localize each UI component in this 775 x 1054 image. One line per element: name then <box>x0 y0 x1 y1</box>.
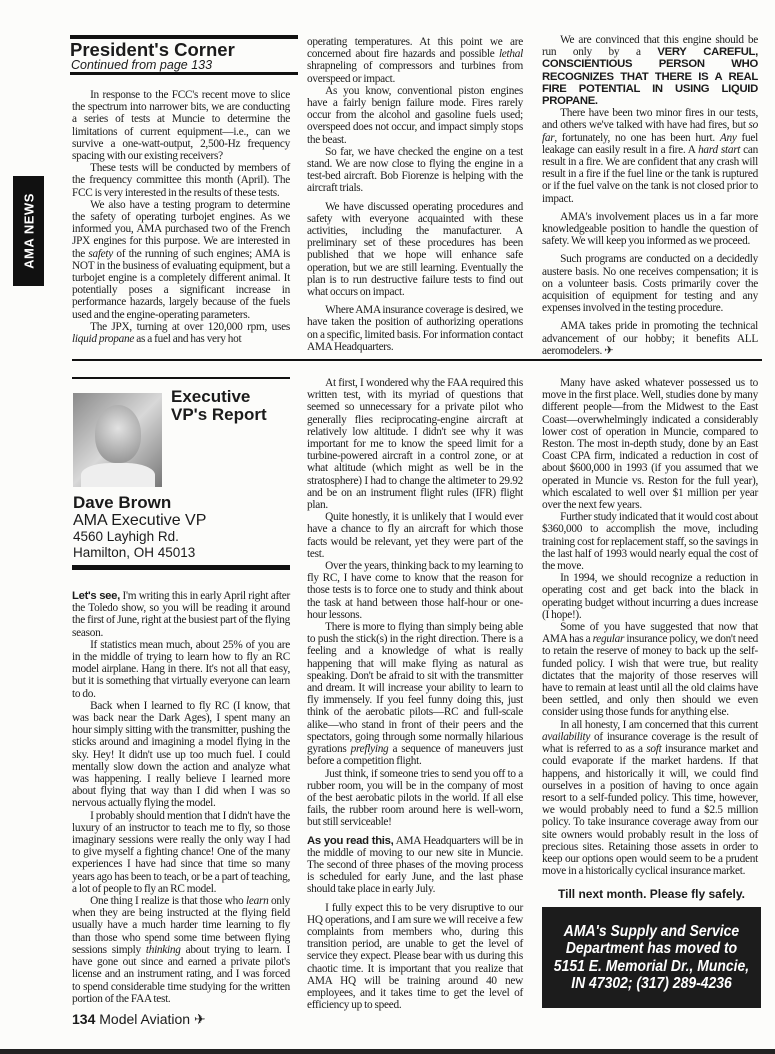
text-run: insurance market and could evaporate if the market hardens. If that happens, and historically it will, we could find ourselves in a position of having to once again resort to a self-funded policy. This time, however, we would probably need to fund a $2.5 million policy. To take insurance coverage away from our site owners would probably result in the loss of precious sites. Retaining those assets in order to keep our options open would seem to be a prudent move in a historically cyclical insurance market. <box>542 743 758 878</box>
paragraph <box>307 304 523 353</box>
text-run: Where AMA insurance coverage is desired, we have taken the position of authorizing operations on a specific, limited basis. For information contact AMA Headquarters. <box>307 304 524 353</box>
italic-text: availability <box>542 730 591 743</box>
paragraph <box>307 768 523 829</box>
text-run: insurance policy, we don't need to retain the reserve of money to back up the self-funded policy. I wish that were true, but reality dictates that the majority of those reserves will have to remain at least until all the old claims have been settled, and only then should we even consider using those funds for anything else. <box>542 633 758 719</box>
text-run: At first, I wondered why the FAA required this written test, with its myriad of questions that seemed so unnecessary for a private pilot who generally flies reciprocating-engine aircraft at relatively low altitude. I didn't see why it was important for me to know the speed limit for a turbine-powered aircraft in a control zone, or at what altitude (which might as well be in the stratosphere) I had to change the altimeter to 29.92 and be on an instrument flight rules (IFR) flight plan. <box>307 377 523 512</box>
text-run: fuel leakage can easily result in a fire. A <box>542 131 758 156</box>
author-name: Dave Brown <box>73 493 172 512</box>
section-tab-ama-news <box>13 176 44 286</box>
article-column <box>307 377 523 1011</box>
bold-text: Let's see, <box>72 590 120 602</box>
text-run: These tests will be conducted by members of the frequency committee this month (April). The FCC is very interested in the results of these tests. <box>72 162 290 199</box>
text-run: There is more to flying than simply being able to push the stick(s) in the right direction. There is a feeling and a knowledge of what is really happening that will make flying as natural as speaking. Don't be afraid to sit with the transmitter and dream. It will increase your ability to learn to fly immensely. If you feel funny doing this, just think of the aerobatic pilots—RC and full-scale alike—who stand in front of their peers and the spectators, going through some normally hilarious gyrations <box>307 621 523 756</box>
text-run: a sequence of maneuvers just before a competition flight. <box>307 743 523 768</box>
text-run: We also have a testing program to determine the safety of operating turbojet engines. As we informed you, AMA purchased two of the French JPX engines for this purpose. We are interested in the <box>72 198 290 260</box>
paragraph <box>542 511 758 572</box>
italic-text: learn <box>246 895 269 908</box>
page-number: 134 <box>72 1010 96 1027</box>
address-line: 4560 Layhigh Rd. <box>73 529 179 544</box>
paragraph <box>72 321 290 345</box>
italic-text: hard start <box>698 143 741 156</box>
header-rule-bottom <box>70 72 298 75</box>
text-run: operating temperatures. At this point we are concerned about fire hazards and possible <box>307 36 523 61</box>
paragraph <box>307 377 523 511</box>
paragraph <box>542 377 758 511</box>
paragraph <box>72 89 290 162</box>
title-line: Executive <box>171 387 251 406</box>
text-run: as a fuel and has very hot <box>134 333 242 346</box>
section-title: President's Corner <box>70 39 235 60</box>
text-run: So far, we have checked the engine on a test stand. We are now close to flying the engine in a test-bed aircraft. Bob Fiorenze is helping with the aircraft trials. <box>307 145 523 195</box>
italic-text: thinking <box>145 943 181 956</box>
italic-text: preflying <box>350 743 389 756</box>
paragraph <box>542 107 758 205</box>
italic-text: so far <box>542 119 758 144</box>
paragraph <box>72 590 290 639</box>
paragraph <box>307 201 523 299</box>
paragraph <box>72 162 290 199</box>
paragraph <box>307 902 523 1012</box>
paragraph <box>542 253 758 314</box>
paragraph <box>307 621 523 767</box>
paragraph <box>72 639 290 700</box>
text-run: Many have asked whatever possessed us to move in the first place. Well, studies done by many different people—from the Midwest to the East Coast—overwhelmingly indicated a considerably lower cost of operation in Muncie, compared to Reston. The most in-depth study, done by an East Coast CPA firm, indicated a reduction in cost of about $600,000 in 1993 (if you assumed that we operated in Muncie vs. Reston for the full year), which escalated to well over $1 million per year over the next few years. <box>542 377 758 512</box>
paragraph <box>542 572 758 621</box>
title-line: VP's Report <box>171 404 267 424</box>
text-run: of insurance coverage is the result of what is referred to as a <box>542 730 758 756</box>
italic-text: Any <box>719 131 737 144</box>
author-block <box>73 494 206 560</box>
paragraph <box>542 34 758 107</box>
author-role: AMA Executive VP <box>73 512 207 529</box>
article-column <box>72 89 290 345</box>
text-run: We have discussed operating procedures and safety with everyone acquainted with these activities, including the manufacturer. A preliminary set of these procedures has been published that we hope will enhance safe operation, but we are still learning. Eventually the plan is to run destructive failure tests to find out what occurs on impact. <box>307 200 523 299</box>
article-column <box>542 34 758 357</box>
paragraph <box>307 85 523 146</box>
text-run: I'm writing this in early April right after the Toledo show, so you will be reading it around the first of June, right at the busiest part of the flying season. <box>72 590 291 639</box>
text-run: AMA takes pride in promoting the technical advancement of our hobby; it benefits ALL aeromodelers. ✈ <box>542 320 758 357</box>
text-run: AMA Headquarters will be in the middle of moving to our new site in Muncie. The second of three phases of the moving process is scheduled for early June, and the last phase should take place in early July. <box>307 834 523 896</box>
magazine-name: Model Aviation <box>99 1010 191 1027</box>
text-run: If statistics mean much, about 25% of you are in the middle of trying to learn how to fly an RC model airplane. Hang in there. It's not all that easy, but it is something that virtually everyone can learn to do. <box>72 638 290 700</box>
page-footer <box>72 1011 290 1027</box>
text-run: about trying to learn. I have gone out since and earned a private pilot's license and an instrument rating, and I was forced to spend considerable time studying for the written portion of the FAA test. <box>72 943 290 1005</box>
text-run: shrapneling of compressors and turbines from overspeed or impact. <box>307 60 523 85</box>
notice-box <box>542 907 761 1008</box>
paragraph <box>542 719 758 878</box>
italic-text: lethal <box>498 48 523 61</box>
text-run: can result in a fire. We are confident that any crash will result in a fire if the fuel line or the tank is ruptured or if the fuel valve on the tank is not closed prior to impact. <box>542 143 758 205</box>
author-rule <box>72 565 290 570</box>
paragraph <box>307 146 523 195</box>
italic-text: liquid propane <box>72 333 135 346</box>
section-tab-label: AMA NEWS <box>21 193 36 269</box>
text-run: Such programs are conducted on a decidedly austere basis. No one receives compensation; it is on a volunteer basis. Costs primarily cover the acquisition of equipment for testing and any expenses involved in the testing procedure. <box>542 253 758 315</box>
paragraph <box>542 320 758 357</box>
paragraph <box>307 560 523 621</box>
address-line: Hamilton, OH 45013 <box>73 544 196 560</box>
page-edge <box>0 1049 775 1054</box>
section-title <box>171 388 267 423</box>
section-subtitle: Continued from page 133 <box>71 58 213 72</box>
text-run: There have been two minor fires in our tests, and others we've talked with have had fires, but <box>542 107 758 132</box>
article-column <box>307 36 523 353</box>
text-run: Back when I learned to fly RC (I know, that was back near the Dark Ages), I spent many an hour simply sitting with the transmitter, pushing the sticks around and imagining a model flying in the sky. Hey! It didn't use up too much fuel. I could mentally slow down the action and analyze what was happening. I really believe I learned more about flying that way than I did when I was so nervous actually flying the model. <box>72 699 290 810</box>
italic-text: safety <box>88 247 113 260</box>
text-run: In 1994, we should recognize a reduction in operating cost and get back into the black in operating budget without incurring a dues increase (I hope!). <box>542 572 758 621</box>
text-run: Just think, if someone tries to send you off to a rubber room, you will be in the company of most of the best aerobatic pilots in the world. If all else fails, the rubber room around here is well-worn, but still serviceable! <box>307 767 523 829</box>
paragraph <box>72 700 290 810</box>
italic-text: soft <box>646 743 662 756</box>
text-run: We are convinced that this engine should be run only by a <box>542 34 758 59</box>
paragraph <box>72 895 290 1005</box>
text-run: In all honesty, I am concerned that this current <box>560 718 758 731</box>
paragraph <box>307 511 523 560</box>
column-stack <box>72 590 290 1027</box>
article-column <box>542 377 758 877</box>
paragraph <box>72 810 290 895</box>
paragraph <box>307 36 523 85</box>
paragraph <box>72 199 290 321</box>
plane-icon: ✈ <box>193 1010 206 1027</box>
bold-text: VERY CAREFUL, CONSCIENTIOUS PERSON WHO RECOGNIZES THAT THERE IS A REAL FIRE POTENTIAL IN USING LIQUID PROPANE. <box>542 46 758 108</box>
paragraph <box>542 621 758 719</box>
text-run: of the running of such engines; AMA is NOT in the business of evaluating equipment, but a turbojet engine is a completely different animal. It potentially poses a significant increase in performance hazards, largely because of the fuels used and the engine-operating parameters. <box>72 247 290 321</box>
text-run: As you know, conventional piston engines have a fairly benign failure mode. Fires rarely occur from the alcohol and gasoline fuels used; overspeed does not occur, and impact simply stops the beast. <box>307 84 523 146</box>
text-run: , fortunately, no one has been hurt. <box>554 131 720 144</box>
text-run: I fully expect this to be very disruptive to our HQ operations, and I am sure we will receive a few complaints from members who, during this transition period, are unable to get the level of service they expect. Please bear with us during this chaotic time. It is important that you realize that AMA HQ will be training around 40 new employees, and it takes time to get the level of efficiency up to speed. <box>307 901 523 1012</box>
text-run: One thing I realize is that those who <box>90 895 246 908</box>
notice-text: AMA's Supply and Service Department has moved to 5151 E. Memorial Dr., Muncie, IN 47302; (317) 289-4236 <box>553 922 750 993</box>
column-stack <box>542 377 761 1008</box>
text-run: AMA's involvement places us in a far more knowledgeable position to handle the question of safety. We will keep you informed as we proceed. <box>542 210 758 248</box>
article-column <box>72 590 290 1005</box>
text-run: Further study indicated that it would cost about $360,000 to accomplish the move, including training cost for replacement staff, so the savings in the last half of 1993 would nearly equal the cost of the move. <box>542 511 758 573</box>
italic-text: regular <box>592 633 625 646</box>
text-run: Over the years, thinking back to my learning to fly RC, I have come to know that the reason for those tests is to force one to study and think about the task at hand between those half-hour or one-hour lessons. <box>307 560 523 621</box>
text-run: The JPX, turning at over 120,000 rpm, uses <box>90 320 290 333</box>
text-run: Some of you have suggested that now that AMA has a <box>542 621 758 646</box>
bold-text: As you read this, <box>307 834 394 847</box>
paragraph <box>307 835 523 896</box>
section-divider <box>72 377 290 379</box>
text-run: Quite honestly, it is unlikely that I would ever have a chance to fly an aircraft for which those facts would be relevant, yet they were part of the test. <box>307 511 523 560</box>
text-run: I probably should mention that I didn't have the luxury of an instructor to teach me to fly, so those imaginary sessions were really the only way I had to give myself a fighting chance! One of the many experiences I have had since that time so many years ago has been to teach, or be a part of teaching, a lot of people to fly an RC model. <box>72 809 290 895</box>
signoff: Till next month. Please fly safely. <box>558 887 745 902</box>
text-run: only when they are being instructed at the flying field usually have a much harder time learning to fly than those who spend some time between flying sessions simply <box>72 895 290 956</box>
author-photo <box>73 393 162 487</box>
section-divider <box>72 359 762 361</box>
paragraph <box>542 211 758 248</box>
text-run: In response to the FCC's recent move to slice the spectrum into narrower bits, we are conducting a series of tests at Muncie to determine the limitations of current equipment—i.e., can we survive a one-watt-output, 2,500-Hz frequency spacing with our existing receivers? <box>72 89 290 163</box>
